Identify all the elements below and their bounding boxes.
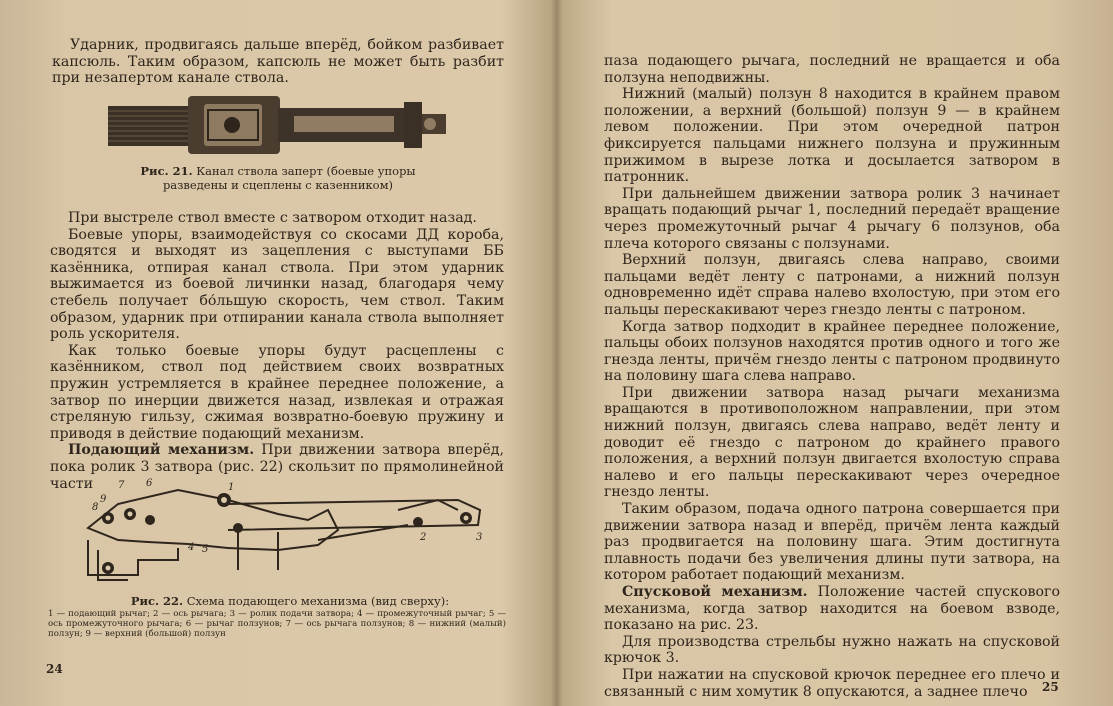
left-page bbox=[0, 0, 552, 706]
fig22-label-1: 1 bbox=[228, 482, 235, 493]
right-paragraph: При движении затвора назад рычаги механизма вращаются в противоположном направлении, при этом нижний ползун, двигаясь слева направо, ведёт ленту и доводит её гнездо с патроном до крайнего правого положения, а верхний ползун двигается вхолостую справа налево и его пальцы перескакивают через очередное гнездо ленты. bbox=[604, 384, 1060, 501]
right-paragraph: Когда затвор подходит в крайнее переднее положение, пальцы обоих ползунов находятся против одного и того же гнезда ленты, причём гнездо ленты с патроном продвинуто на половину шага слева направо. bbox=[604, 318, 1060, 385]
figure-21-drawing bbox=[108, 92, 468, 162]
trigger-paragraph bbox=[604, 584, 1060, 634]
figure-22-text: Схема подающего механизма (вид сверху): bbox=[186, 594, 450, 608]
fig22-label-4: 4 bbox=[188, 542, 195, 553]
trigger-text: Положение частей спускового механизма, когда затвор находится на боевом взводе, показано на рис. 23. bbox=[604, 584, 1060, 634]
right-body-text bbox=[604, 53, 1060, 700]
fig22-label-7: 7 bbox=[118, 480, 125, 491]
trigger-heading: Спусковой механизм. bbox=[622, 584, 808, 600]
trigger-paragraph-3: При нажатии на спусковой крючок переднее его плечо и связанный с ним хомутик 8 опускаются, а заднее плечо bbox=[604, 666, 1060, 700]
fig22-label-8: 8 bbox=[92, 502, 99, 513]
fig22-label-9: 9 bbox=[100, 494, 107, 505]
fig22-label-6: 6 bbox=[146, 478, 153, 489]
fig22-label-2: 2 bbox=[420, 532, 427, 543]
right-paragraph: Таким образом, подача одного патрона совершается при движении затвора назад и вперёд, причём лента каждый раз продвигается на половину шага. Этим достигнута плавность подачи без увеличения длины пути затвора, на котором работает подающий механизм. bbox=[604, 501, 1060, 584]
right-paragraph: Верхний ползун, двигаясь слева направо, своими пальцами ведёт ленту с патронами, а нижний ползун одновременно идёт справа налево вхолостую, при этом его пальцы перескакивают через гнездо ленты с патроном. bbox=[604, 252, 1060, 318]
figure-21-text: Канал ствола заперт (боевые упоры разведены и сцеплены с казенником) bbox=[162, 164, 416, 192]
feed-text: При движении затвора вперёд, пока ролик 3 затвора (рис. 22) скользит по прямолинейной части bbox=[50, 442, 504, 492]
left-body-text bbox=[50, 210, 504, 492]
right-paragraph: Нижний (малый) ползун 8 находится в крайнем правом положении, а верхний (большой) ползун 9 — в крайнем левом положении. При этом очередной патрон фиксируется пальцами нижнего ползуна и пружинным прижимом в вырезе лотка и досылается затвором в патронник. bbox=[604, 86, 1060, 186]
figure-22-legend: 1 — подающий рычаг; 2 — ось рычага; 3 — ролик подачи затвора; 4 — промежуточный рычаг; 5 — ось промежуточного рычага; 6 — рычаг ползунов; 7 — ось рычага ползунов; 8 — нижний (малый) ползун; 9 — верхний (большой) ползун bbox=[48, 609, 506, 639]
right-paragraph: При дальнейшем движении затвора ролик 3 начинает вращать подающий рычаг 1, последний передаёт вращение через промежуточный рычаг 4 рычагу 6 ползунов, оба плеча которого связаны с ползунами. bbox=[604, 185, 1060, 252]
fig22-label-5: 5 bbox=[202, 544, 209, 555]
intro-text bbox=[52, 37, 504, 87]
figure-22-caption bbox=[100, 594, 480, 608]
figure-22-number: Рис. 22. bbox=[130, 594, 184, 608]
body-paragraph: Боевые упоры, взаимодействуя со скосами ДД короба, сводятся и выходят из зацепления с выступами ББ казённика, отпирая канал ствола. При этом ударник выжимается из боевой личинки назад, благодаря чему стебель получает бо́льшую скорость, чем ствол. Таким образом, ударник при отпирании канала ствола выполняет роль ускорителя. bbox=[50, 226, 504, 343]
figure-21-number: Рис. 21. bbox=[140, 164, 193, 178]
trigger-paragraph-2: Для производства стрельбы нужно нажать на спусковой крючок 3. bbox=[604, 633, 1060, 667]
right-paragraph: паза подающего рычага, последний не вращается и оба ползуна неподвижны. bbox=[604, 53, 1060, 86]
intro-paragraph: Ударник, продвигаясь дальше вперёд, бойком разбивает капсюль. Таким образом, капсюль не может быть разбит при незапертом канале ствола. bbox=[52, 37, 504, 87]
right-page bbox=[556, 0, 1113, 706]
page-number-right: 25 bbox=[1042, 680, 1059, 694]
body-paragraph: Как только боевые упоры будут расцеплены с казёнником, ствол под действием своих возвратных пружин устремляется в крайнее переднее положение, а затвор по инерции движется назад, извлекая и отражая стреляную гильзу, сжимая возвратно-боевую пружину и приводя в действие подающий механизм. bbox=[50, 342, 504, 442]
figure-22-drawing bbox=[78, 470, 498, 590]
feed-heading: Подающий механизм. bbox=[68, 442, 255, 459]
body-paragraph: При выстреле ствол вместе с затвором отходит назад. bbox=[68, 210, 477, 226]
fig22-label-3: 3 bbox=[476, 532, 483, 543]
page-number-left: 24 bbox=[46, 662, 63, 676]
figure-21-caption bbox=[108, 164, 448, 192]
